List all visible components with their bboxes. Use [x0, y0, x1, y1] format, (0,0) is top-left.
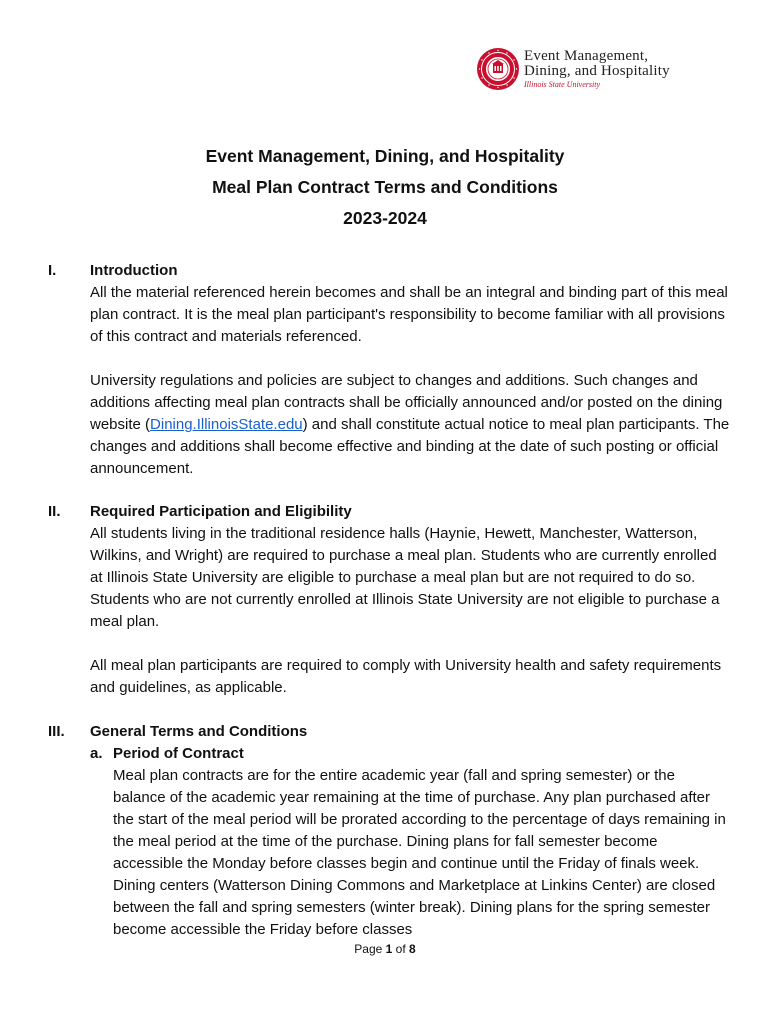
title-line-3: 2023-2024 [343, 208, 427, 228]
title-line-2: Meal Plan Contract Terms and Conditions [212, 177, 558, 197]
section-number: I. [48, 262, 57, 279]
section-body [90, 721, 730, 941]
page-total: 8 [409, 942, 416, 956]
section-body [90, 260, 730, 480]
logo-line-2: Dining, and Hospitality [524, 63, 670, 79]
subsection-label: a. [90, 745, 103, 762]
logo-text [524, 49, 670, 89]
section-number: III. [48, 723, 65, 740]
paragraph: All students living in the traditional residence halls (Haynie, Hewett, Manchester, Watterson, Wilkins, and Wright) are required to purchase a meal plan. Students who are currently enrolled at Illinois State University are eligible to purchase a meal plan but are not required to do so. Students who are not currently enrolled at Illinois State University are not eligible to purchase a meal plan. [90, 525, 720, 630]
section-heading: General Terms and Conditions [90, 723, 308, 740]
logo [476, 46, 670, 92]
logo-subline: Illinois State University [524, 80, 600, 89]
page-footer [0, 942, 770, 956]
document-title [0, 141, 770, 234]
paragraph: Meal plan contracts are for the entire academic year (fall and spring semester) or the balance of the academic year remaining at the time of purchase. Any plan purchased after the start of the meal period will be prorated according to the percentage of days remaining in the meal period at the time of the purchase. Dining plans for fall semester become accessible the Monday before classes begin and continue until the Friday of finals week. Dining centers (Watterson Dining Commons and Marketplace at Linkins Center) are closed between the fall and spring semesters (winter break). Dining plans for the spring semester become accessible the Friday before classes [113, 767, 726, 938]
logo-line-1: Event Management, [524, 48, 649, 64]
subsection-period-of-contract [90, 743, 730, 941]
title-line-1: Event Management, Dining, and Hospitality [205, 146, 565, 166]
paragraph-text: University regulations and policies are subject to changes and additions. Such changes and additions affecting meal plan contracts shall be officially announced and/or posted on the dining website ( [90, 372, 723, 433]
paragraph-text: ) and shall constitute actual notice to meal plan participants. The changes and additions shall become effective and binding at the date of such posting or official announcement. [90, 416, 730, 477]
section-heading: Required Participation and Eligibility [90, 503, 352, 520]
page-number: 1 [385, 942, 393, 956]
section-body [90, 501, 730, 699]
section-heading: Introduction [90, 262, 178, 279]
dining-website-link[interactable]: Dining.IllinoisState.edu [150, 416, 303, 433]
of-word: of [395, 942, 406, 956]
page-word: Page [354, 942, 383, 956]
university-seal-icon [476, 47, 520, 91]
paragraph: All the material referenced herein becomes and shall be an integral and binding part of this meal plan contract. It is the meal plan participant's responsibility to become familiar with all provisions of this contract and materials referenced. [90, 284, 728, 345]
paragraph: All meal plan participants are required to comply with University health and safety requirements and guidelines, as applicable. [90, 657, 722, 696]
paragraph [90, 370, 730, 480]
section-number: II. [48, 503, 61, 520]
subsection-heading: Period of Contract [113, 745, 244, 762]
